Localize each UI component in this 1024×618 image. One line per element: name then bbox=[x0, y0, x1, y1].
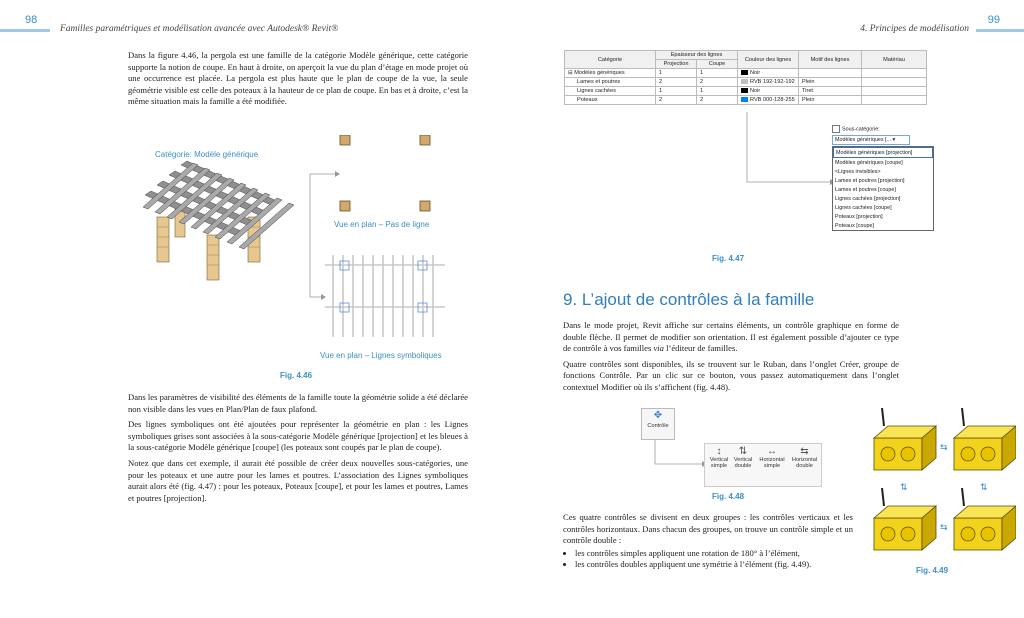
figure-caption: Fig. 4.49 bbox=[916, 566, 949, 575]
arrow-horizontal-simple-icon: ↔ bbox=[767, 446, 777, 457]
subcategory-select[interactable] bbox=[832, 135, 910, 145]
vertical-double-button[interactable]: ⇅ Vertical double bbox=[731, 446, 755, 469]
cell-material[interactable] bbox=[862, 96, 927, 105]
dropdown-option[interactable]: Poteaux [projection] bbox=[835, 213, 883, 220]
pergola-figure bbox=[135, 135, 480, 370]
color-name: RVB 192-192-192 bbox=[750, 79, 795, 85]
svg-text:⇆: ⇆ bbox=[940, 443, 948, 453]
box-vertical-mirror bbox=[954, 408, 1016, 470]
arrow-horizontal-double-icon: ⇆ bbox=[800, 446, 809, 457]
arrow-vertical-simple-icon: ↕ bbox=[716, 446, 722, 457]
table-row[interactable] bbox=[565, 96, 927, 105]
col-header-color: Couleur des lignes bbox=[738, 51, 799, 69]
paragraph: Dans la figure 4.46, la pergola est une famille de la catégorie Modèle générique, cette catégorie supporte la notion de coupe. En haut à droite, on aperçoit la vue du plan d’étage en mode projet où une occurrence est placée. La pergola est plus haute que le plan de coupe de la vue, la seule géométrie visible est celle des poteaux à la hauteur de ce plan de coupe. En bas et à droite, c’est la même situation mais la famille a été modifiée. bbox=[128, 50, 468, 107]
horizontal-simple-button[interactable]: ↔ Horizontal simple bbox=[757, 446, 787, 469]
color-name: RVB 000-128-255 bbox=[750, 97, 795, 103]
cell-color[interactable] bbox=[738, 78, 799, 87]
bullet-list bbox=[563, 548, 853, 571]
control-button-label: Contrôle bbox=[647, 423, 669, 429]
properties-icon bbox=[832, 125, 840, 133]
figure-label: Catégorie: Modèle générique bbox=[155, 150, 259, 159]
callout-arrows bbox=[310, 174, 335, 297]
object-styles-table bbox=[564, 50, 927, 105]
dropdown-title bbox=[832, 125, 934, 133]
dropdown-option[interactable]: Lignes cachées [coupe] bbox=[835, 204, 892, 211]
col-header-projection: Projection bbox=[656, 60, 697, 69]
color-name: Noir bbox=[750, 70, 761, 76]
table-row[interactable] bbox=[565, 87, 927, 96]
figure-caption: Fig. 4.47 bbox=[712, 254, 745, 263]
dropdown-option[interactable]: Modèles génériques [coupe] bbox=[835, 159, 903, 166]
plan-posts bbox=[340, 135, 430, 211]
chevron-down-icon[interactable]: ▾ bbox=[892, 137, 896, 143]
color-swatch bbox=[741, 88, 748, 93]
box-original bbox=[874, 408, 936, 470]
list-item: • les contrôles simples appliquent une rotation de 180° à l’élément, bbox=[575, 548, 853, 560]
figure-label: Vue en plan – Lignes symboliques bbox=[320, 351, 442, 360]
svg-text:⇅: ⇅ bbox=[980, 483, 988, 493]
paragraph: Dans le mode projet, Revit affiche sur certains éléments, un contrôle graphique en forme de double flèche. Il permet de modifier son orientation. Il est également possible d’ajouter ce type de contrôle à vos familles via l’éditeur de familles. bbox=[563, 320, 899, 354]
category-name: Lames et poutres bbox=[565, 78, 656, 87]
selected-value: Modèles génériques [... bbox=[835, 137, 892, 143]
dropdown-list bbox=[832, 146, 934, 231]
table-row[interactable] bbox=[565, 78, 927, 87]
cell-cut[interactable]: 2 bbox=[697, 78, 738, 87]
cell-color[interactable] bbox=[738, 96, 799, 105]
running-header: 4. Principes de modélisation bbox=[860, 24, 969, 34]
cell-pattern[interactable]: Tiret bbox=[799, 87, 862, 96]
category-name: Poteaux bbox=[565, 96, 656, 105]
cell-color[interactable] bbox=[738, 69, 799, 78]
right-page bbox=[512, 0, 1024, 618]
pergola-illustration bbox=[143, 161, 294, 280]
col-header-pattern: Motif des lignes bbox=[799, 51, 862, 69]
dropdown-option[interactable]: <Lignes invisibles> bbox=[835, 168, 881, 175]
color-swatch bbox=[741, 79, 748, 84]
cell-pattern[interactable] bbox=[799, 69, 862, 78]
paragraph: Quatre contrôles sont disponibles, ils se trouvent sur le Ruban, dans l’onglet Créer, groupe de fonctions Contrôle. Par un clic sur ce bouton, vous passez automatiquement dans l’onglet contextuel Modifier où ils s’affichent (fig. 4.48). bbox=[563, 358, 899, 392]
arrow-vertical-double-icon: ⇅ bbox=[738, 446, 748, 457]
vertical-simple-button[interactable]: ↕ Vertical simple bbox=[706, 446, 732, 469]
dropdown-option[interactable]: Lames et poutres [coupe] bbox=[835, 186, 896, 193]
list-item: • les contrôles doubles appliquent une symétrie à l’élément (fig. 4.49). bbox=[575, 559, 853, 571]
cell-projection[interactable]: 2 bbox=[656, 96, 697, 105]
col-header-cut: Coupe bbox=[697, 60, 738, 69]
box-rotated bbox=[954, 488, 1016, 550]
col-header-thickness: Epaisseur des lignes bbox=[656, 51, 738, 60]
dropdown-option[interactable]: Poteaux [coupe] bbox=[835, 222, 874, 229]
paragraph: Dans les paramètres de visibilité des éléments de la famille toute la géométrie solide a été déclarée non visible dans les vues en Plan/Plan de faux plafond. bbox=[128, 392, 468, 414]
cell-material[interactable] bbox=[862, 69, 927, 78]
page-number: 99 bbox=[987, 14, 1000, 26]
subcategory-dropdown bbox=[832, 125, 934, 231]
color-swatch bbox=[741, 70, 748, 75]
category-name: Lignes cachées bbox=[565, 87, 656, 96]
col-header-material: Matériau bbox=[862, 51, 927, 69]
cell-cut[interactable]: 1 bbox=[697, 69, 738, 78]
collapse-toggle[interactable]: ⊟ bbox=[568, 70, 573, 76]
horizontal-double-button[interactable]: ⇆ Horizontal double bbox=[789, 446, 820, 469]
cell-color[interactable] bbox=[738, 87, 799, 96]
connector-arrow bbox=[742, 110, 842, 190]
cell-pattern[interactable]: Plein bbox=[799, 78, 862, 87]
header-bar bbox=[0, 29, 50, 32]
table-row[interactable] bbox=[565, 69, 927, 78]
dropdown-label: Sous-catégorie: bbox=[842, 126, 880, 133]
svg-text:⇆: ⇆ bbox=[940, 523, 948, 533]
running-header: Familles paramétriques et modélisation avancée avec Autodesk® Revit® bbox=[60, 24, 339, 34]
controls-panel bbox=[704, 443, 822, 487]
color-name: Noir bbox=[750, 88, 761, 94]
header-bar bbox=[976, 29, 1024, 32]
cell-material[interactable] bbox=[862, 87, 927, 96]
svg-text:⇅: ⇅ bbox=[900, 483, 908, 493]
cell-pattern[interactable]: Plein bbox=[799, 96, 862, 105]
body-text bbox=[563, 320, 899, 398]
body-paragraph bbox=[128, 50, 468, 112]
body-text bbox=[563, 512, 853, 571]
section-title: 9. L’ajout de contrôles à la famille bbox=[563, 290, 815, 309]
cell-projection[interactable]: 1 bbox=[656, 69, 697, 78]
control-icon: ✥ bbox=[653, 410, 663, 421]
figure-caption: Fig. 4.48 bbox=[712, 492, 745, 501]
mirror-boxes-figure bbox=[864, 398, 1016, 568]
cell-material[interactable] bbox=[862, 78, 927, 87]
paragraph: Ces quatre contrôles se divisent en deux groupes : les contrôles verticaux et les contrôles horizontaux. Dans chacun des groupes, on trouve un contrôle simple et un contrôle double : bbox=[563, 512, 853, 546]
cell-projection[interactable]: 2 bbox=[656, 78, 697, 87]
dropdown-option[interactable]: Lames et poutres [projection] bbox=[835, 177, 905, 184]
figure-label: Vue en plan – Pas de ligne bbox=[334, 220, 430, 229]
body-text bbox=[128, 392, 468, 508]
color-swatch bbox=[741, 97, 748, 102]
page-number: 98 bbox=[25, 14, 38, 26]
dropdown-option[interactable]: Modèles génériques [projection] bbox=[833, 147, 933, 158]
category-name: Modèles génériques bbox=[574, 70, 625, 76]
box-horizontal-mirror bbox=[874, 488, 936, 550]
cell-cut[interactable]: 1 bbox=[697, 87, 738, 96]
connector-arrow bbox=[652, 440, 712, 470]
paragraph: Des lignes symboliques ont été ajoutées pour représenter la géométrie en plan : les Lignes symboliques grises sont associées à la sous-catégorie Modèle générique [projection] et les bleues à la sous-catégorie Modèle générique [coupe] (les poteaux sont coupés par le plan de coupe). bbox=[128, 419, 468, 453]
dropdown-option[interactable]: Lignes cachées [projection] bbox=[835, 195, 901, 202]
col-header-category: Catégorie bbox=[565, 51, 656, 69]
cell-projection[interactable]: 1 bbox=[656, 87, 697, 96]
paragraph: Notez que dans cet exemple, il aurait été possible de créer deux nouvelles sous-catégories, une pour les poteaux et une autre pour les lames et poutres. L’association des Lignes symboliques aurait alors été (fig. 4.47) : pour les poteaux, Poteaux [coupe], et pour les lames et poutres, Lames et poutres [projection]. bbox=[128, 457, 468, 503]
control-button[interactable] bbox=[641, 408, 675, 440]
cell-cut[interactable]: 2 bbox=[697, 96, 738, 105]
figure-caption: Fig. 4.46 bbox=[280, 371, 313, 380]
